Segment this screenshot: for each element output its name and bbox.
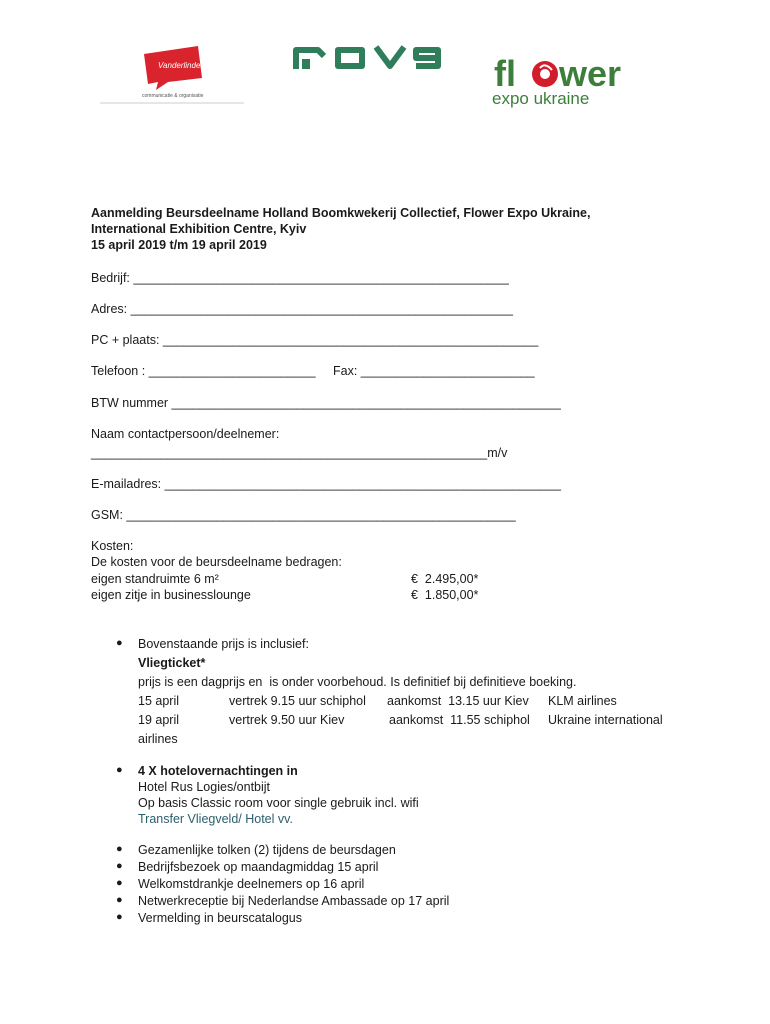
svg-text:fl: fl [494,53,516,94]
btw-field[interactable]: BTW nummer ________________________________________________________ [91,396,561,410]
ticket-note: prijs is een dagprijs en is onder voorbehoud. Is definitief bij definitieve boeking. [138,675,577,689]
extra-item: Bedrijfsbezoek op maandagmiddag 15 april [138,860,379,874]
kosten-title: Kosten: [91,539,134,553]
extra-item: Gezamenlijke tolken (2) tijdens de beursdagen [138,843,396,857]
vanderlinden-logo-graphic [98,44,244,104]
fax-field[interactable]: Fax: _________________________ [333,364,535,378]
contact-label: Naam contactpersoon/deelnemer: [91,427,280,441]
flight-airline: KLM airlines [548,694,617,708]
kosten-item-label: eigen standruimte 6 m² [91,572,219,586]
flight-depart: vertrek 9.50 uur Kiev [229,713,345,727]
bullet-icon: ● [116,860,123,872]
vanderlinden-logo [98,44,244,104]
flight-date: 15 april [138,694,179,708]
flight-airline: Ukraine international [548,713,663,727]
email-field[interactable]: E-mailadres: _________________________________________________________ [91,477,561,491]
bullet-icon: ● [116,894,123,906]
heading-line-2: International Exhibition Centre, Kyiv [91,222,307,236]
nova-logo-graphic [292,42,446,72]
gsm-field[interactable]: GSM: ________________________________________________________ [91,508,516,522]
kosten-item-price: € 2.495,00* [411,572,479,586]
hotel-transfer: Transfer Vliegveld/ Hotel vv. [138,812,293,826]
ticket-title: Vliegticket* [138,656,206,670]
heading-line-1: Aanmelding Beursdeelname Holland Boomkwekerij Collectief, Flower Expo Ukraine, [91,206,591,220]
kosten-intro: De kosten voor de beursdeelname bedragen: [91,555,342,569]
kosten-item-label: eigen zitje in businesslounge [91,588,251,602]
svg-text:Vanderlinden: Vanderlinden [158,61,205,70]
flight-arrive: aankomst 13.15 uur Kiev [387,694,529,708]
bullet-icon: ● [116,637,123,649]
bullet-icon: ● [116,764,123,776]
inclusief-intro: Bovenstaande prijs is inclusief: [138,637,309,651]
bedrijf-field[interactable]: Bedrijf: ______________________________________________________ [91,271,509,285]
hotel-title: 4 X hotelovernachtingen in [138,764,298,778]
flight-airline-wrap: airlines [138,732,178,746]
flight-date: 19 april [138,713,179,727]
flower-expo-logo-graphic [492,48,660,110]
adres-field[interactable]: Adres: _______________________________________________________ [91,302,513,316]
telefoon-field[interactable]: Telefoon : ________________________ [91,364,316,378]
extra-item: Welkomstdrankje deelnemers op 16 april [138,877,365,891]
flower-expo-logo [492,48,660,110]
svg-text:wer: wer [559,53,622,94]
contact-field[interactable]: _________________________________________________________m/v [91,446,508,460]
hotel-line: Op basis Classic room voor single gebruik incl. wifi [138,796,419,810]
bullet-icon: ● [116,843,123,855]
heading-line-3: 15 april 2019 t/m 19 april 2019 [91,238,267,252]
flight-depart: vertrek 9.15 uur schiphol [229,694,366,708]
nova-logo [292,42,446,72]
bullet-icon: ● [116,877,123,889]
svg-text:communicatie & organisatie: communicatie & organisatie [142,93,204,99]
hotel-line: Hotel Rus Logies/ontbijt [138,780,271,794]
svg-text:expo ukraine: expo ukraine [492,89,590,108]
kosten-item-price: € 1.850,00* [411,588,479,602]
extra-item: Vermelding in beurscatalogus [138,911,302,925]
pc-plaats-field[interactable]: PC + plaats: ______________________________________________________ [91,333,539,347]
bullet-icon: ● [116,911,123,923]
flight-arrive: aankomst 11.55 schiphol [389,713,530,727]
extra-item: Netwerkreceptie bij Nederlandse Ambassade op 17 april [138,894,450,908]
